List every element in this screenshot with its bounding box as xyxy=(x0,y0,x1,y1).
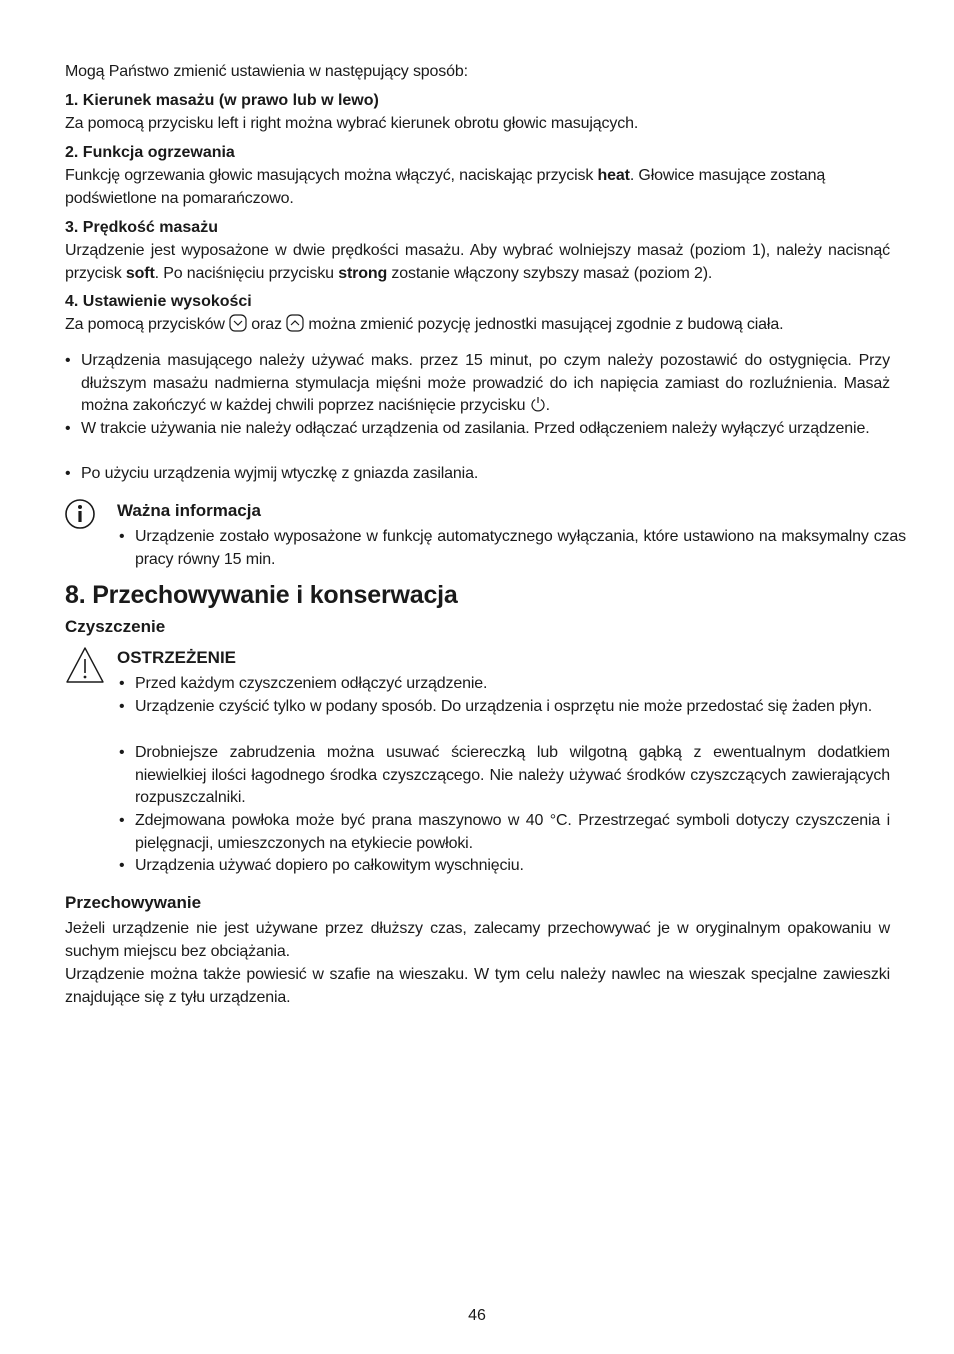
section-3-text-part: zostanie włączony szybszy masaż (poziom 2). xyxy=(387,264,713,282)
section-4-text-part: oraz xyxy=(247,316,287,333)
section-4-title: 4. Ustawienie wysokości xyxy=(65,293,252,310)
power-icon xyxy=(530,396,546,421)
info-title: Ważna informacja xyxy=(117,501,261,520)
section-2-text-part: . Głowice masujące zostaną podświetlone na pomarańczowo. xyxy=(65,167,826,207)
section-1-title: 1. Kierunek masażu (w prawo lub w lewo) xyxy=(65,92,379,109)
warning-item: • Przed każdym czyszczeniem odłączyć urządzenie. xyxy=(119,673,890,696)
warning-icon xyxy=(65,646,105,689)
strong-keyword: strong xyxy=(338,264,388,282)
section-2-text xyxy=(65,165,890,210)
section-1-text: Za pomocą przycisku left i right można wybrać kierunek obrotu głowic masujących. xyxy=(65,115,639,132)
height-down-button-icon xyxy=(229,314,247,340)
page-number: 46 xyxy=(468,1307,486,1324)
section-8-title: 8. Przechowywanie i konserwacja xyxy=(65,581,458,609)
section-4-text-part: Za pomocą przycisków xyxy=(65,316,230,333)
soft-keyword: soft xyxy=(125,264,155,282)
warning-title: OSTRZEŻENIE xyxy=(117,648,237,667)
section-3-text xyxy=(65,240,890,285)
height-up-button-icon xyxy=(286,314,304,340)
storage-title: Przechowywanie xyxy=(65,893,202,912)
section-4-text xyxy=(65,314,890,340)
warning-item: • Drobniejsze zabrudzenia można usuwać ściereczką lub wilgotną gąbką z ewentualnym dodatkiem niewielkiej ilości łagodnego środka czyszczącego. Nie należy używać środków czyszczących zawierających rozpuszczalniki. xyxy=(119,742,890,810)
warning-item: • Urządzenia używać dopiero po całkowitym wyschnięciu. xyxy=(119,855,890,878)
section-3-text-part: Urządzenie jest wyposażone w dwie prędkości masażu. Aby wybrać wolniejszy masaż (poziom 1), należy nacisnąć przycisk xyxy=(65,242,890,282)
list-item: • Po użyciu urządzenia wyjmij wtyczkę z gniazda zasilania. xyxy=(65,463,890,486)
info-icon xyxy=(64,498,96,535)
heat-keyword: heat xyxy=(597,167,630,184)
storage-paragraph: Jeżeli urządzenie nie jest używane przez dłuższy czas, zalecamy przechowywać je w oryginalnym opakowaniu w suchym miejscu bez obciążania. xyxy=(65,920,890,960)
section-2-title: 2. Funkcja ogrzewania xyxy=(65,144,235,161)
section-2-text-part: Funkcję ogrzewania głowic masujących można włączyć, naciskając przycisk xyxy=(65,167,598,184)
section-4-text-part: można zmienić pozycję jednostki masującej zgodnie z budową ciała. xyxy=(304,316,784,333)
section-3-title: 3. Prędkość masażu xyxy=(65,219,218,236)
section-3-text-part: . Po naciśnięciu przycisku xyxy=(154,264,339,282)
storage-paragraph: Urządzenie można także powiesić w szafie na wieszaku. W tym celu należy nawlec na wieszak specjalne zawieszki znajdujące się z tyłu urządzenia. xyxy=(65,966,890,1006)
list-item xyxy=(65,350,890,421)
info-item: • Urządzenie zostało wyposażone w funkcję automatycznego wyłączania, które ustawiono na maksymalny czas pracy równy 15 min. xyxy=(119,526,906,571)
warning-item: • Urządzenie czyścić tylko w podany sposób. Do urządzenia i osprzętu nie może przedostać się żaden płyn. xyxy=(119,696,890,719)
cleaning-title: Czyszczenie xyxy=(65,617,166,636)
intro-text: Mogą Państwo zmienić ustawienia w następujący sposób: xyxy=(65,63,468,80)
list-item: • W trakcie używania nie należy odłączać urządzenia od zasilania. Przed odłączeniem należy wyłączyć urządzenie. xyxy=(65,418,890,441)
bullet-text: . xyxy=(545,397,550,414)
warning-item: • Zdejmowana powłoka może być prana maszynowo w 40 °C. Przestrzegać symboli dotyczy czyszczenia i pielęgnacji, umieszczonych na etykiecie powłoki. xyxy=(119,810,890,855)
bullet-text: Urządzenia masującego należy używać maks. przez 15 minut, po czym należy pozostawić do ostygnięcia. Przy dłuższym masażu nadmierna stymulacja mięśni może prowadzić do ich napięcia zamiast do rozluźnienia. Masaż można zakończyć w każdej chwili poprzez naciśnięcie przycisku xyxy=(81,352,890,414)
